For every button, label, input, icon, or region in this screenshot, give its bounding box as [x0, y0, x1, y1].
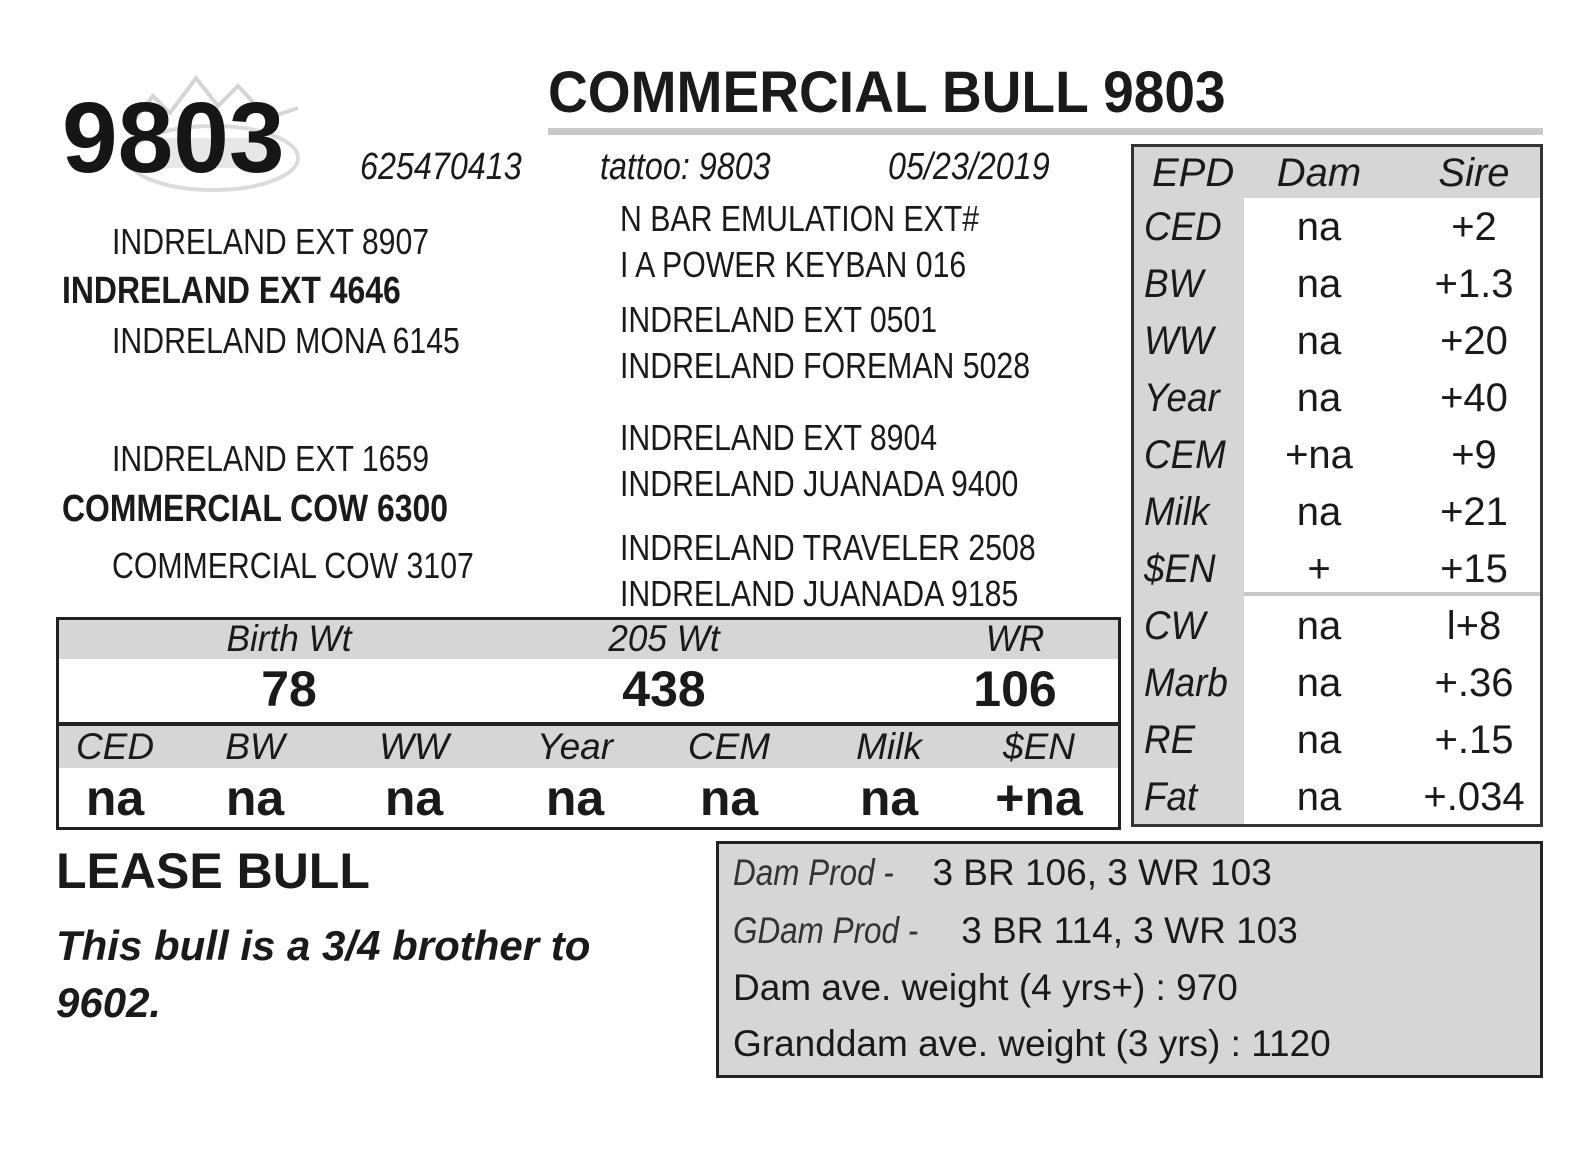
dam-weight-line: Dam ave. weight (4 yrs+) : 970	[733, 967, 1238, 1008]
epd-row-dam: na	[1296, 262, 1342, 306]
epd-row-dam: na	[1296, 319, 1342, 363]
epd-header-trait: EPD	[1152, 151, 1235, 195]
pedigree-sire-dam-sire: INDRELAND EXT 0501	[620, 299, 938, 340]
epd-row-dam: na	[1296, 718, 1342, 762]
epd-row-dam: +	[1307, 547, 1331, 591]
epd-header-sire: Sire	[1438, 151, 1510, 195]
bull-epd-value: na	[384, 770, 444, 826]
epd-row-dam: na	[1296, 490, 1342, 534]
pedigree-dam-sire-dam: INDRELAND JUANADA 9400	[620, 463, 1019, 504]
bull-epd-value: na	[545, 770, 605, 826]
epd-row-sire: +.034	[1423, 775, 1525, 819]
epd-carcass-divider	[1244, 592, 1540, 596]
weights-value-205: 438	[622, 661, 706, 717]
epd-row-trait: RE	[1144, 718, 1196, 762]
pedigree-dam: COMMERCIAL COW 6300	[62, 488, 449, 530]
dam-prod-line	[733, 854, 1272, 891]
lot-number: 9803	[62, 82, 285, 194]
epd-row-trait: Fat	[1144, 775, 1198, 819]
bull-epd-header: CED	[75, 726, 155, 767]
epd-row-trait: BW	[1144, 262, 1204, 306]
weights-header-205: 205 Wt	[608, 618, 720, 659]
bull-epd-header: BW	[225, 726, 285, 767]
epd-row-sire: +15	[1440, 547, 1508, 591]
dam-prod-value: 3 BR 106, 3 WR 103	[932, 852, 1272, 893]
weights-box	[56, 617, 1121, 830]
epd-row-sire: +1.3	[1434, 262, 1514, 306]
epd-row-sire: +9	[1451, 433, 1497, 477]
pedigree-dam-dam: COMMERCIAL COW 3107	[112, 545, 474, 586]
weights-value-birth: 78	[261, 661, 317, 717]
epd-row-sire: +40	[1440, 376, 1508, 420]
epd-row-dam: na	[1296, 775, 1342, 819]
gdam-prod-line	[733, 912, 1298, 949]
bull-epd-value: na	[225, 770, 285, 826]
epd-row-sire: +20	[1440, 319, 1508, 363]
pedigree-sire-sire-dam: I A POWER KEYBAN 016	[620, 244, 967, 285]
epd-row-dam: na	[1296, 604, 1342, 648]
epd-row-dam: na	[1296, 205, 1342, 249]
gdam-prod-value: 3 BR 114, 3 WR 103	[961, 910, 1298, 951]
animal-title: COMMERCIAL BULL 9803	[548, 60, 1226, 125]
birth-date: 05/23/2019	[888, 146, 1050, 188]
epd-row-trait: CEM	[1144, 433, 1226, 477]
epd-row-trait: Year	[1144, 376, 1220, 420]
epd-row-trait: CW	[1144, 604, 1206, 648]
epd-table	[1131, 144, 1543, 827]
lease-label: LEASE BULL	[56, 843, 370, 899]
epd-row-sire: +.15	[1434, 718, 1514, 762]
epd-row-trait: Milk	[1144, 490, 1210, 534]
epd-row-sire: +21	[1440, 490, 1508, 534]
weights-value-wr: 106	[973, 661, 1057, 717]
title-rule	[548, 128, 1543, 135]
pedigree-dam-dam-sire: INDRELAND TRAVELER 2508	[620, 527, 1036, 568]
epd-row-trait: $EN	[1144, 547, 1216, 591]
tattoo: tattoo: 9803	[600, 146, 771, 188]
bull-epd-header: CEM	[687, 726, 771, 767]
epd-row-dam: +na	[1285, 433, 1353, 477]
bull-epd-value: na	[859, 770, 919, 826]
bull-epd-value: na	[85, 770, 145, 826]
epd-row-trait: WW	[1144, 319, 1214, 363]
epd-row-sire: +.36	[1434, 661, 1514, 705]
weights-header-wr: WR	[985, 618, 1045, 659]
epd-row-sire: l+8	[1446, 604, 1502, 648]
epd-header-dam: Dam	[1276, 151, 1362, 195]
pedigree-sire-sire-sire: N BAR EMULATION EXT#	[620, 198, 980, 239]
pedigree-sire-sire: INDRELAND EXT 8907	[112, 221, 430, 262]
registration-number: 625470413	[360, 146, 522, 188]
dam-prod-label: Dam Prod -	[733, 852, 894, 893]
bull-epd-value: +na	[995, 770, 1083, 826]
epd-row-trait: CED	[1144, 205, 1222, 249]
bull-epd-header: Year	[536, 726, 614, 767]
weights-header-birth: Birth Wt	[226, 618, 352, 659]
pedigree-dam-sire: INDRELAND EXT 1659	[112, 438, 430, 479]
epd-row-trait: Marb	[1144, 661, 1228, 705]
epd-row-sire: +2	[1451, 205, 1497, 249]
pedigree-dam-sire-sire: INDRELAND EXT 8904	[620, 417, 938, 458]
bull-epd-header: $EN	[1003, 726, 1075, 767]
bull-epd-header: WW	[379, 726, 449, 767]
pedigree-sire-dam: INDRELAND MONA 6145	[112, 320, 460, 361]
gdam-prod-label: GDam Prod -	[733, 910, 919, 951]
remark-text: This bull is a 3/4 brother to 9602.	[56, 922, 591, 1026]
epd-row-dam: na	[1296, 661, 1342, 705]
bull-epd-header: Milk	[856, 726, 922, 767]
bull-epd-value: na	[699, 770, 759, 826]
granddam-weight-line: Granddam ave. weight (3 yrs) : 1120	[733, 1023, 1331, 1064]
production-box	[716, 841, 1543, 1078]
pedigree-dam-dam-dam: INDRELAND JUANADA 9185	[620, 573, 1019, 614]
epd-row-dam: na	[1296, 376, 1342, 420]
pedigree-sire: INDRELAND EXT 4646	[62, 270, 401, 312]
pedigree-sire-dam-dam: INDRELAND FOREMAN 5028	[620, 345, 1031, 386]
